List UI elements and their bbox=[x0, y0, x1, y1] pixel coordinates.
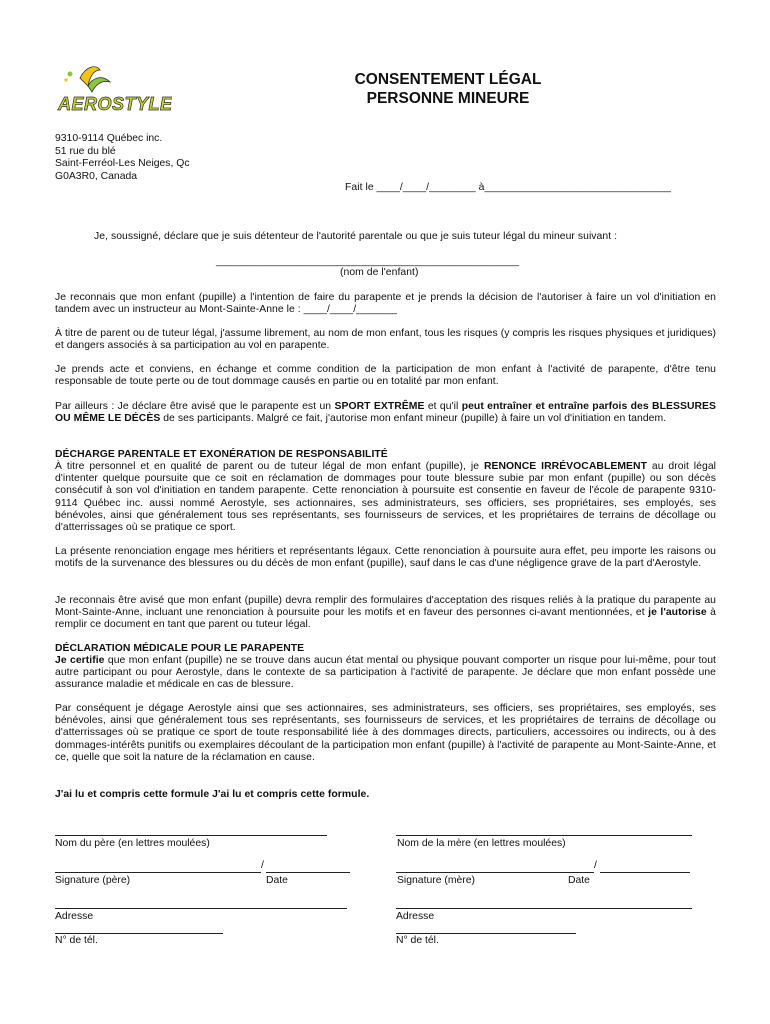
paragraph-risks: À titre de parent ou de tuteur légal, j'assume librement, au nom de mon enfant, tous les risques (y compris les risques physiques et juridiques) et dangers associés à sa participation au vol en parapente. bbox=[55, 328, 716, 352]
slash: / bbox=[594, 860, 597, 871]
address-line: Saint-Ferréol-Les Neiges, Qc bbox=[55, 158, 190, 170]
address-line: 9310-9114 Québec inc. bbox=[55, 133, 163, 144]
paragraph-waiver bbox=[55, 461, 716, 534]
paragraph-intention: Je reconnais que mon enfant (pupille) a l'intention de faire du parapente et je prends la décision de l'autoriser à faire un vol d'initiation en tandem avec un instructeur au Mont-Sainte-Anne le : ____/____/_______ bbox=[55, 292, 716, 316]
declaration-intro: Je, soussigné, déclare que je suis détenteur de l'autorité parentale ou que je suis tuteur légal du mineur suivant : bbox=[94, 231, 618, 242]
fait-le-line: Fait le ____/____/________ à________________________________ bbox=[345, 182, 672, 193]
mother-phone-line[interactable] bbox=[396, 933, 576, 934]
svg-text:AEROSTYLE: AEROSTYLE bbox=[58, 94, 172, 114]
paragraph-forms bbox=[55, 595, 716, 632]
father-phone-label: N° de tél. bbox=[55, 935, 98, 946]
text: Je reconnais être avisé que mon enfant (pupille) devra remplir des formulaires d'acceptation des risques reliés à la pratique du parapente au Mont-Sainte-Anne, incluant une renonciation à poursuite pour les motifs et en faveur des personnes ci-avant mentionnées, et bbox=[55, 595, 716, 619]
mother-signature-label: Signature (mère) bbox=[397, 875, 475, 886]
slash: / bbox=[261, 860, 264, 871]
text: au droit légal d'intenter quelque poursuite que ce soit en réclamation de dommages pour toute blessure subie par mon enfant (pupille) ou son décès consécutif à son vol d'initiation en tandem parapente. Cette renonciation à poursuite est consentie en faveur de l'école de parapente 9310-9114 Québec inc. aussi nommé Aerostyle, ses actionnaires, ses administrateurs, ses officiers, ses propriétaires, ses employés, ses bénévoles, ainsi que généralement tous ses représentants, ses fournisseurs de services, et les propriétaires de terrains de décollage ou d'atterrissages où se pratique ce sport. bbox=[55, 461, 717, 534]
father-date-label: Date bbox=[266, 875, 288, 886]
title-line-1: CONSENTEMENT LÉGAL bbox=[354, 71, 542, 88]
mother-phone-label: N° de tél. bbox=[396, 935, 439, 946]
company-address bbox=[55, 133, 190, 183]
bold-text: peut entraîner et entraîne parfois des BLESSURES OU MÊME LE DÉCÈS bbox=[55, 401, 717, 425]
paragraph-medical bbox=[55, 655, 716, 692]
text: À titre personnel et en qualité de parent ou de tuteur légal de mon enfant (pupille), je bbox=[55, 461, 484, 472]
text: que mon enfant (pupille) ne se trouve dans aucun état mental ou physique pouvant comporter un risque pour lui-même, pour tout autre participant ou pour Aerostyle, dans le contexte de sa participation à l'activité de parapente. Je déclare que mon enfant possède une assurance maladie et médicale en cas de blessure. bbox=[55, 655, 716, 691]
address-line: G0A3R0, Canada bbox=[55, 170, 138, 182]
father-phone-line[interactable] bbox=[55, 933, 223, 934]
paraglider-logo-icon bbox=[52, 60, 172, 120]
mother-date-line[interactable] bbox=[600, 872, 690, 873]
section-title-medical: DÉCLARATION MÉDICALE POUR LE PARAPENTE bbox=[55, 643, 305, 654]
father-address-line[interactable] bbox=[55, 908, 347, 909]
bold-text: je l'autorise bbox=[648, 607, 707, 619]
section-title-discharge: DÉCHARGE PARENTALE ET EXONÉRATION DE RESPONSABILITÉ bbox=[55, 449, 388, 460]
paragraph-responsibility: Je prends acte et conviens, en échange et comme condition de la participation de mon enfant à l'activité de parapente, d'être tenu responsable de toute perte ou de tout dommage causés en partie ou en totalité par mon enfant. bbox=[55, 364, 716, 388]
father-date-line[interactable] bbox=[266, 872, 350, 873]
child-name-label: (nom de l'enfant) bbox=[340, 267, 419, 278]
paragraph-extreme-sport bbox=[55, 401, 716, 425]
paragraph-heirs: La présente renonciation engage mes héritiers et représentants légaux. Cette renonciation à poursuite aura effet, peu importe les raisons ou motifs de la survenance des blessures ou du décès de mon enfant (pupille), sauf dans le cas d'une négligence grave de la part d'Aerostyle. bbox=[55, 546, 716, 570]
mother-name-label: Nom de la mère (en lettres moulées) bbox=[397, 838, 566, 849]
father-signature-line[interactable] bbox=[55, 872, 261, 873]
document-title bbox=[300, 70, 596, 108]
father-signature-label: Signature (père) bbox=[55, 875, 131, 886]
father-address-label: Adresse bbox=[55, 911, 94, 922]
title-line-2: PERSONNE MINEURE bbox=[366, 90, 530, 107]
mother-date-label: Date bbox=[568, 875, 590, 886]
text: à remplir ce document en tant que parent ou tuteur légal. bbox=[55, 607, 716, 631]
father-name-label: Nom du père (en lettres moulées) bbox=[55, 838, 210, 849]
aerostyle-logo bbox=[52, 60, 172, 120]
mother-address-line[interactable] bbox=[396, 908, 692, 909]
mother-signature-line[interactable] bbox=[396, 872, 594, 873]
mother-name-line[interactable] bbox=[396, 835, 692, 836]
paragraph-release: Par conséquent je dégage Aerostyle ainsi que ses actionnaires, ses administrateurs, ses officiers, ses propriétaires, ses employés, ses bénévoles, ainsi que généralement tous ses représentants, ses fournisseurs de services, et les propriétaires de terrains de décollage ou d'atterrissages où se pratique ce sport de toute responsabilité liée à des dommages directs, particuliers, accessoires ou indirects, ou à des dommages-intérêts punitifs ou exemplaires découlant de la participation mon enfant (pupille) à l'activité de parapente au Mont-Sainte-Anne, et ce, quelle que soit la nature de la réclamation en cause. bbox=[55, 703, 716, 763]
bold-text: SPORT EXTRÊME bbox=[334, 401, 425, 412]
read-statement: J'ai lu et compris cette formule J'ai lu et compris cette formule. bbox=[55, 789, 370, 800]
father-name-line[interactable] bbox=[55, 835, 327, 836]
child-name-line: ____________________________________________________ bbox=[216, 256, 520, 267]
mother-address-label: Adresse bbox=[396, 911, 435, 922]
text: Par ailleurs : Je déclare être avisé que le parapente est un bbox=[55, 401, 335, 412]
bold-text: Je certifie bbox=[55, 655, 105, 666]
text: de ses participants. Malgré ce fait, j'autorise mon enfant mineur (pupille) à faire un vol d'initiation en tandem. bbox=[160, 413, 667, 425]
address-line: 51 rue du blé bbox=[55, 145, 116, 157]
text: et qu'il bbox=[424, 401, 462, 412]
bold-text: RENONCE IRRÉVOCABLEMENT bbox=[483, 461, 647, 472]
